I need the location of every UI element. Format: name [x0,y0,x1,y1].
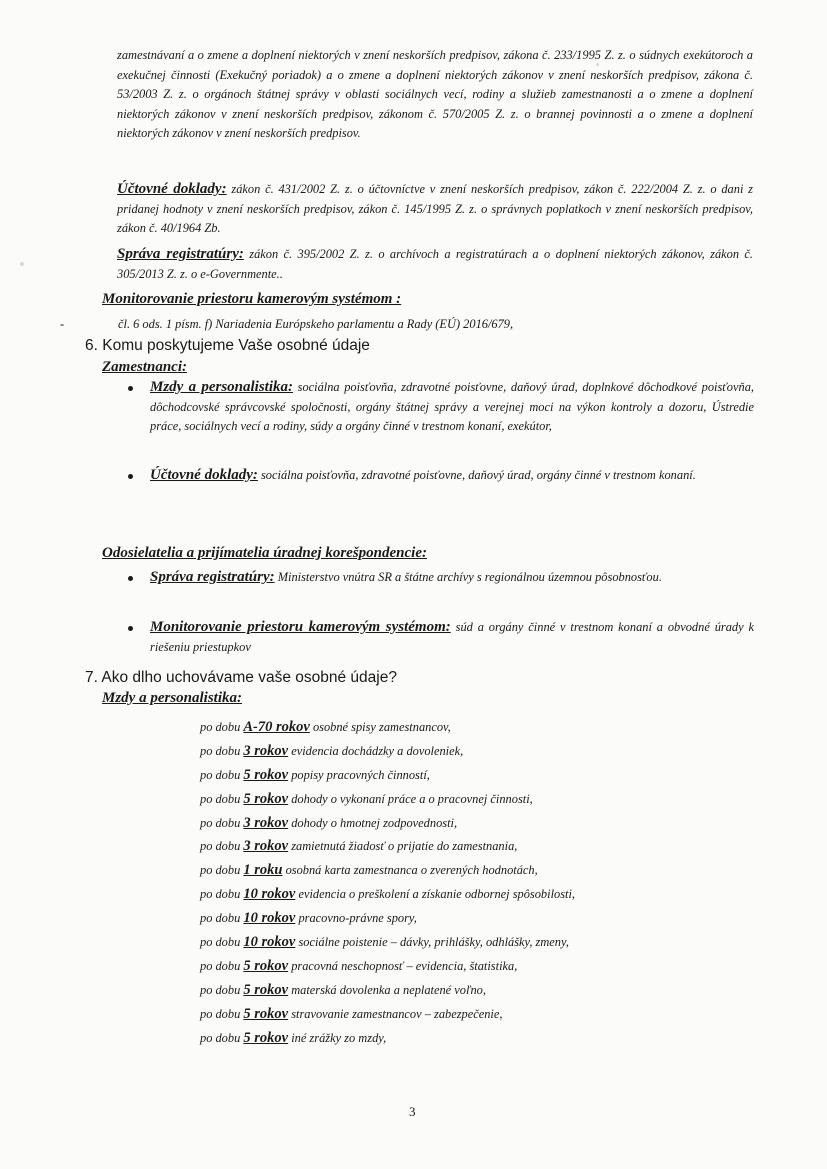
uctovne-doklady-label: Účtovné doklady: [117,181,227,197]
retention-period: 3 rokov [243,814,289,831]
retention-item: po dobu 1 roku osobná karta zamestnanca o zverených hodnotách, [200,862,538,879]
bullet-sprava [128,568,754,588]
section-6-title: 6. Komu poskytujeme Vaše osobné údaje [85,337,370,354]
retention-period: 1 roku [243,862,283,879]
odosielatelia-heading: Odosielatelia a prijímatelia úradnej korešpondencie: [102,545,427,561]
monitorovanie-heading: Monitorovanie priestoru kamerovým systémom : [102,291,402,307]
retention-item: po dobu 5 rokov dohody o vykonaní práce a o pracovnej činnosti, [200,790,533,807]
retention-period: 10 rokov [243,910,296,927]
retention-item: po dobu 3 rokov zamietnutá žiadosť o prijatie do zamestnania, [200,838,518,855]
bullet-body: súd a orgány činné v trestnom konaní a obvodné úrady k riešeniu priestupkov [150,620,754,654]
bullet-monitorovanie [128,618,754,657]
retention-item: po dobu A-70 rokov osobné spisy zamestnancov, [200,719,451,735]
retention-period: 5 rokov [243,766,289,783]
retention-period: 5 rokov [243,1005,289,1022]
retention-item: po dobu 5 rokov popisy pracovných činností, [200,766,430,783]
bullet-text [150,568,754,588]
uctovne-doklady-paragraph [117,180,753,239]
bullet-dot [128,576,133,581]
zamestnanci-heading: Zamestnanci: [102,359,187,375]
bullet-body: sociálna poisťovňa, zdravotné poisťovne, daňový úrad, doplnkové dôchodkové poisťovňa, dôchodcovské správcovské spoločnosti, orgány štátnej správy a verejnej moci na výkon kontroly a dozoru, Ústredie práce, sociálnych vecí a rodiny, súdy a orgány činné v trestnom konaní, exekútor, [150,380,754,434]
bullet-mzdy [128,378,754,437]
bullet-text [150,618,754,657]
scan-speck [20,262,24,266]
retention-item: po dobu 3 rokov evidencia dochádzky a dovoleniek, [200,742,464,759]
retention-item: po dobu 5 rokov iné zrážky zo mzdy, [200,1029,387,1046]
retention-item: po dobu 5 rokov pracovná neschopnosť – evidencia, štatistika, [200,957,518,974]
retention-period: 3 rokov [243,838,289,855]
bullet-label: Monitorovanie priestoru kamerovým systémom: [150,619,451,635]
retention-item: po dobu 10 rokov pracovno-právne spory, [200,910,417,927]
retention-period: 3 rokov [243,742,289,759]
retention-period: 10 rokov [243,934,296,951]
intro-paragraph: zamestnávaní a o zmene a doplnení niektorých v znení neskorších predpisov, zákona č. 233/1995 Z. z. o súdnych exekútoroch a exekučnej činnosti (Exekučný poriadok) a o zmene a doplnení niektorých zákonov v znení neskorších predpisov, zákona č. 53/2003 Z. z. o orgánoch štátnej správy v oblasti sociálnych vecí, rodiny a služieb zamestnanosti a o zmene a doplnení niektorých zákonov v znení neskorších predpisov, zákonom č. 570/2005 Z. z. o brannej povinnosti a o zmene a doplnení niektorých zákonov v znení neskorších predpisov. [117,48,753,141]
sprava-registratury-label: Správa registratúry: [117,246,244,262]
bullet-label: Účtovné doklady: [150,467,258,483]
retention-period: 5 rokov [243,957,289,974]
retention-period: 10 rokov [243,886,296,903]
section-7-title: 7. Ako dlho uchovávame vaše osobné údaje? [85,669,397,686]
retention-item: po dobu 10 rokov sociálne poistenie – dávky, prihlášky, odhlášky, zmeny, [200,934,569,951]
monitorovanie-dash-item [60,315,760,334]
bullet-label: Mzdy a personalistika: [150,379,294,395]
retention-period: 5 rokov [243,1029,289,1046]
bullet-body: Ministerstvo vnútra SR a štátne archívy s regionálnou územnou pôsobnosťou. [274,570,662,584]
retention-item: po dobu 3 rokov dohody o hmotnej zodpovednosti, [200,814,458,831]
sprava-registratury-text: zákon č. 395/2002 Z. z. o archívoch a registratúrach a o doplnení niektorých zákonov, zákon č. 305/2013 Z. z. o e-Governmente.. [117,247,754,281]
dash-marker: - [60,317,65,331]
retention-item: po dobu 5 rokov stravovanie zamestnancov – zabezpečenie, [200,1005,503,1022]
bullet-dot [128,386,133,391]
bullet-dot [128,626,133,631]
bullet-uctovne [128,466,754,486]
retention-list [200,716,760,1050]
mzdy-personalistika-heading: Mzdy a personalistika: [102,690,243,706]
page-number: 3 [409,1104,416,1119]
bullet-label: Správa registratúry: [150,569,275,585]
sprava-registratury-paragraph [117,245,753,284]
retention-period: 5 rokov [243,981,289,998]
retention-period: 5 rokov [243,790,289,807]
retention-item: po dobu 10 rokov evidencia o preškolení a získanie odbornej spôsobilosti, [200,886,576,903]
monitorovanie-text: čl. 6 ods. 1 písm. f) Nariadenia Európskeho parlamentu a Rady (EÚ) 2016/679, [118,317,514,331]
uctovne-doklady-text: zákon č. 431/2002 Z. z. o účtovníctve v znení neskorších predpisov, zákon č. 222/2004 Z. z. o dani z pridanej hodnoty v znení neskorších predpisov, zákon č. 145/1995 Z. z. o správnych poplatkoch v znení neskorších predpisov, zákon č. 40/1964 Zb. [117,182,754,236]
retention-period: A-70 rokov [243,719,310,735]
bullet-text [150,378,754,437]
retention-item: po dobu 5 rokov materská dovolenka a neplatené voľno, [200,981,486,998]
bullet-body: sociálna poisťovňa, zdravotné poisťovne, daňový úrad, orgány činné v trestnom konaní. [257,468,696,482]
bullet-text [150,466,754,486]
bullet-dot [128,474,133,479]
